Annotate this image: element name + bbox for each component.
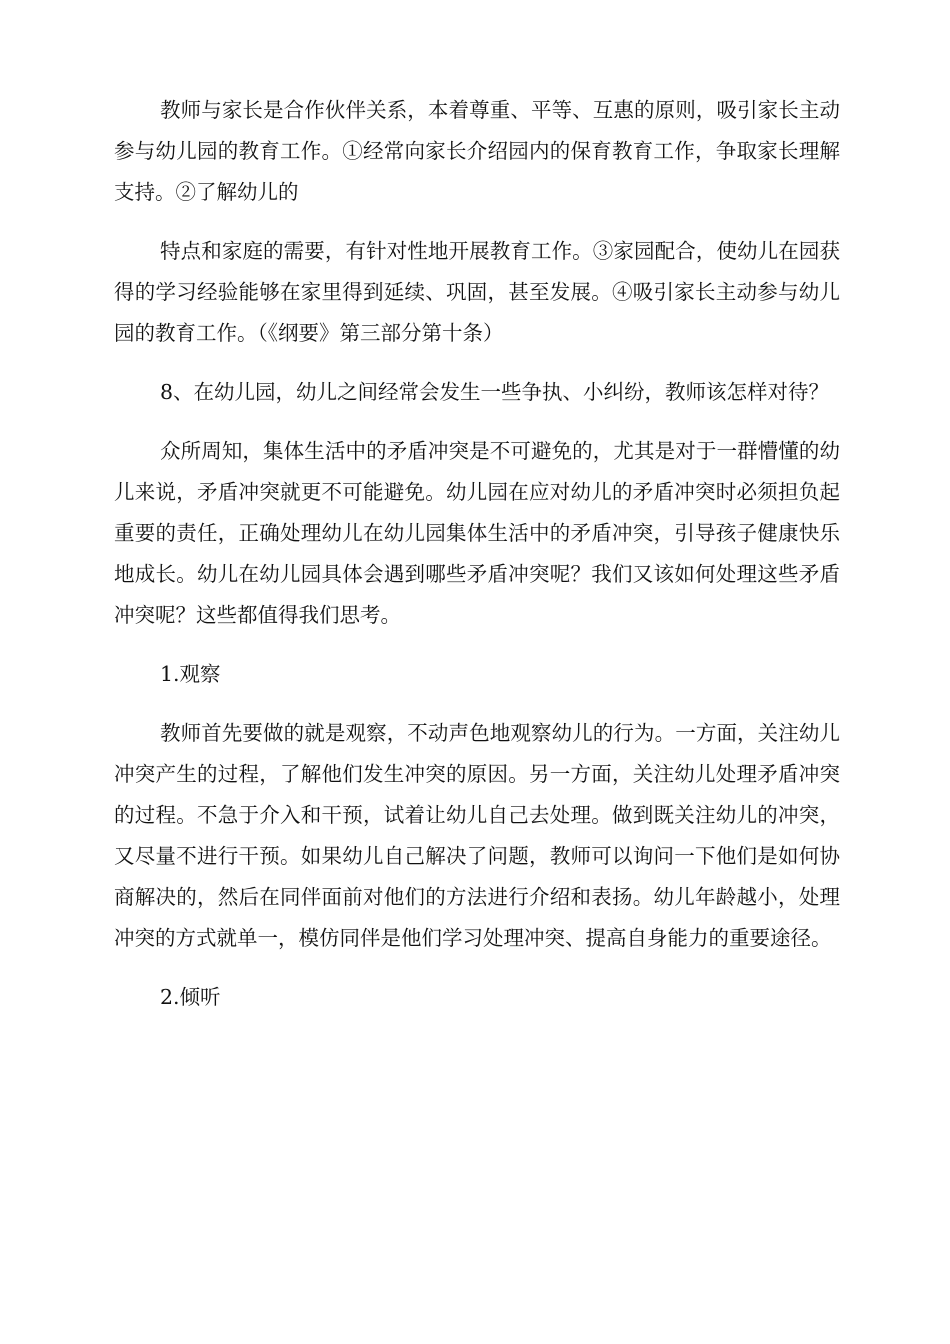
section-heading-listen: 2.倾听 [160,985,221,1009]
paragraph-conflict-intro: 众所周知，集体生活中的矛盾冲突是不可避免的，尤其是对于一群懵懂的幼儿来说，矛盾冲突就更不可能避免。幼儿园在应对幼儿的矛盾冲突时必须担负起重要的责任，正确处理幼儿在幼儿园集体生活中的矛盾冲突，引导孩子健康快乐地成长。幼儿在幼儿园具体会遇到哪些矛盾冲突呢？我们又该如何处理这些矛盾冲突呢？这些都值得我们思考。 [114,439,840,627]
question-8: 8、在幼儿园，幼儿之间经常会发生一些争执、小纠纷，教师该怎样对待？ [160,380,830,404]
paragraph-home-cooperation: 教师与家长是合作伙伴关系，本着尊重、平等、互惠的原则，吸引家长主动参与幼儿园的教育工作。①经常向家长介绍园内的保育教育工作，争取家长理解支持。②了解幼儿的 [114,98,840,204]
document-page [114,90,840,1018]
section-heading-observe: 1.观察 [160,662,221,686]
paragraph-observe: 教师首先要做的就是观察，不动声色地观察幼儿的行为。一方面，关注幼儿冲突产生的过程，了解他们发生冲突的原因。另一方面，关注幼儿处理矛盾冲突的过程。不急于介入和干预，试着让幼儿自己去处理。做到既关注幼儿的冲突，又尽量不进行干预。如果幼儿自己解决了问题，教师可以询问一下他们是如何协商解决的，然后在同伴面前对他们的方法进行介绍和表扬。幼儿年龄越小，处理冲突的方式就单一，模仿同伴是他们学习处理冲突、提高自身能力的重要途径。 [114,721,840,950]
paragraph-home-cooperation-continued: 特点和家庭的需要，有针对性地开展教育工作。③家园配合，使幼儿在园获得的学习经验能够在家里得到延续、巩固，甚至发展。④吸引家长主动参与幼儿园的教育工作。（《纲要》第三部分第十条） [114,239,840,345]
